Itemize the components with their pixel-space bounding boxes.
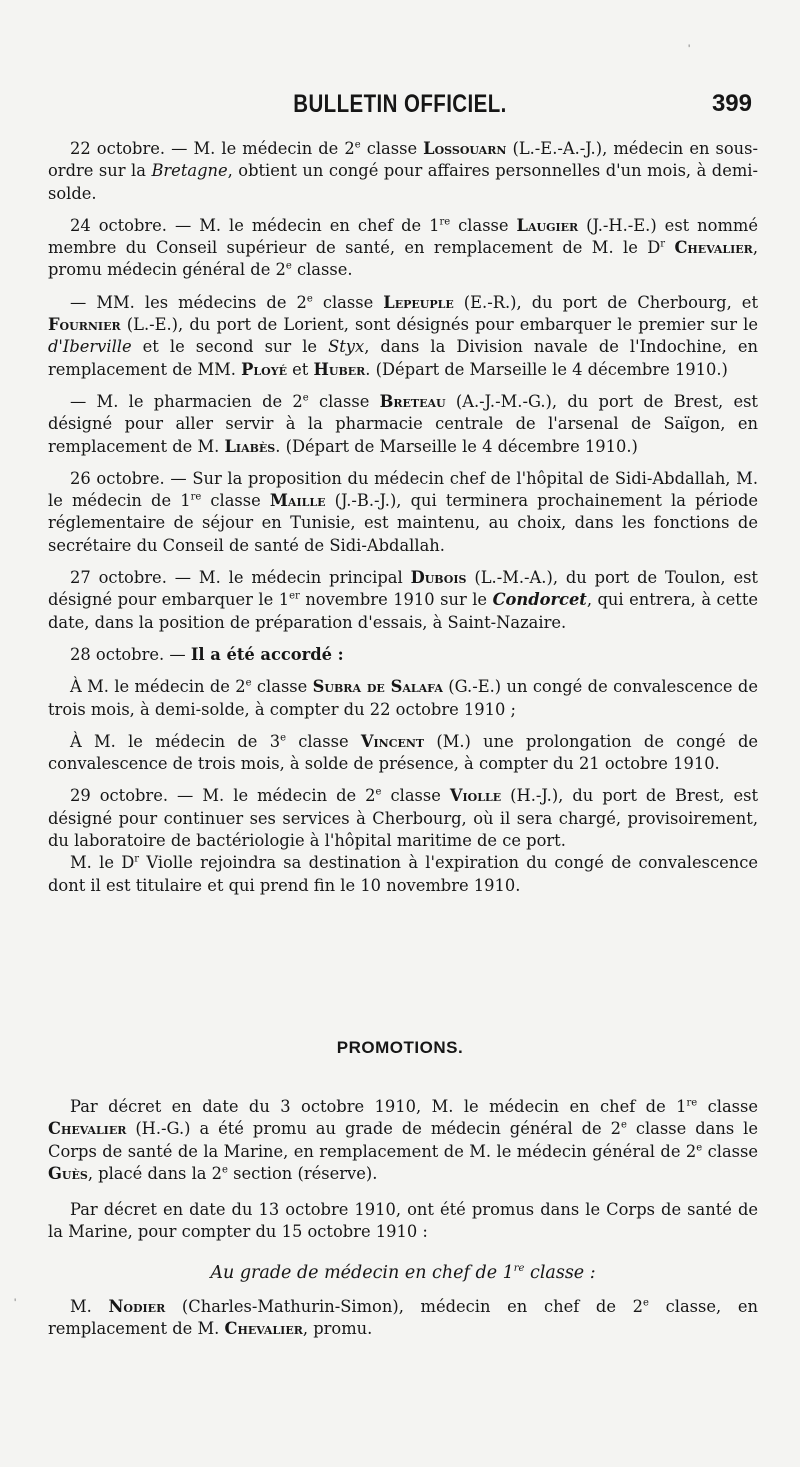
margin-mark-left: ' [14,1296,17,1310]
promotion-nodier: M. Nodier (Charles-Mathurin-Simon), médecin en chef de 2e classe, en remplacement de M. Chevalier, promu. [48,1297,758,1339]
person-name: Breteau [379,391,446,411]
person-name: Guès [48,1163,88,1183]
margin-mark-top: ' [688,42,691,56]
person-name: Dubois [410,568,467,588]
notice-lepeuple-fournier: — MM. les médecins de 2e classe Lepeuple (E.-R.), du port de Cherbourg, et Fournier (L.-E.), du port de Lorient, sont désignés pour embarquer le premier sur le d'Iberville et le second sur le Styx, dans la Division navale de l'Indochine, en remplacement de MM. Ployé et Huber. (Départ de Marseille le 4 décembre 1910.) [48,292,759,379]
ship-name: Bretagne [151,161,228,181]
promotion-decree-3-octobre: Par décret en date du 3 octobre 1910, M. le médecin en chef de 1re classe Chevalier (H.-G.) a été promu au grade de médecin général de 2e classe dans le Corps de santé de la Marine, en remplacement de M. le médecin général de 2e classe Guès, placé dans la 2e section (réserve). [48,1097,759,1183]
ship-name: Styx [328,337,365,357]
notice-28-octobre: 28 octobre. — Il a été accordé : [70,644,344,664]
notice-26-octobre: 26 octobre. — Sur la proposition du médecin chef de l'hôpital de Sidi-Abdallah, M. le médecin de 1re classe Maille (J.-B.-J.), qui terminera prochainement la période réglementaire de séjour en Tunisie, est maintenu, au choix, dans les fonctions de secrétaire du Conseil de santé de Sidi-Abdallah. [48,468,759,555]
person-name: Huber [313,359,366,379]
notice-vincent: À M. le médecin de 3e classe Vincent (M.) une prolongation de congé de convalescence de trois mois, à solde de présence, à compter du 21 octobre 1910. [48,731,758,774]
person-name: Chevalier [224,1319,303,1339]
page-number: 399 [711,90,752,117]
person-name: Lossouarn [423,139,507,158]
person-name: Laugier [516,215,579,235]
notice-27-octobre: 27 octobre. — M. le médecin principal Dubois (L.-M.-A.), du port de Toulon, est désigné pour embarquer le 1er novembre 1910 sur le Condorcet, qui entrera, à cette date, dans la position de préparation d'essais, à Saint-Nazaire. [48,568,759,632]
promotions-section [48,1096,758,1351]
notices-section [48,138,758,907]
running-header [0,90,800,124]
notice-violle-destination: M. le $D^r$ Violle rejoindra sa destination à l'expiration du congé de convalescence dont il est titulaire et qui prend fin le 10 novembre 1910. [48,853,758,895]
person-name: Lepeuple [383,292,454,312]
grade-subheading: Au grade de médecin en chef de 1re classe : [210,1262,596,1283]
notice-22-octobre: 22 octobre. — M. le médecin de 2e classe Lossouarn (L.-E.-A.-J.), médecin en sous-ordre sur la Bretagne, obtient un congé pour affaires personnelles d'un mois, à demi-solde. [48,139,758,203]
person-name: Liabès [224,436,276,456]
ship-name: Condorcet [492,590,587,610]
person-name: Fournier [48,315,121,335]
person-name: Ployé [241,359,287,379]
person-name: Chevalier [48,1119,127,1139]
person-name: Vincent [360,731,425,751]
person-name: Chevalier [674,238,753,258]
person-name: Subra de Salafa [312,677,443,697]
person-name: Nodier [108,1297,166,1317]
notice-24-octobre: 24 octobre. — M. le médecin en chef de 1re classe Laugier (J.-H.-E.) est nommé membre du Conseil supérieur de santé, en remplacement de M. le $D^r$ Chevalier, promu médecin général de 2e classe. [48,215,758,280]
person-name: Violle [449,786,502,806]
page-title: BULLETIN OFFICIEL. [293,90,507,118]
notice-breteau: — M. le pharmacien de 2e classe Breteau (A.-J.-M.-G.), du port de Brest, est désigné pour aller servir à la pharmacie centrale de l'arsenal de Saïgon, en remplacement de M. Liabès. (Départ de Marseille le 4 décembre 1910.) [48,391,758,456]
person-name: Maille [269,491,326,511]
notice-subra-de-salafa: À M. le médecin de 2e classe Subra de Salafa (G.-E.) un congé de convalescence de trois mois, à demi-solde, à compter du 22 octobre 1910 ; [48,677,758,719]
notice-29-octobre: 29 octobre. — M. le médecin de 2e classe Violle (H.-J.), du port de Brest, est désigné pour continuer ses services à Cherbourg, où il sera chargé, provisoirement, du laboratoire de bactériologie à l'hôpital maritime de ce port. [48,786,758,851]
ship-name: d'Iberville [48,337,132,357]
promotion-decree-13-octobre: Par décret en date du 13 octobre 1910, ont été promus dans le Corps de santé de la Marine, pour compter du 15 octobre 1910 : [48,1200,758,1242]
promotions-heading: PROMOTIONS. [336,1038,464,1057]
